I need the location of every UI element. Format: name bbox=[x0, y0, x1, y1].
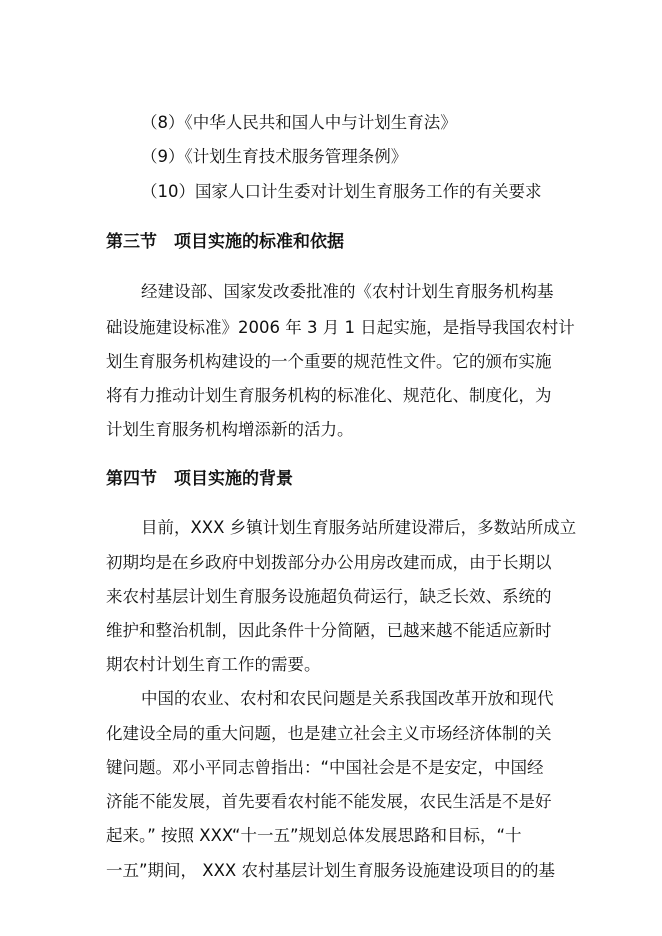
section3-line: 将有力推动计划生育服务机构的标准化、规范化、制度化，为 bbox=[106, 386, 552, 405]
list-item-8: （8）《中华人民共和国人中与计划生育法》 bbox=[141, 113, 457, 132]
section3-heading: 第三节 项目实施的标准和依据 bbox=[106, 232, 344, 252]
section3-line: 经建设部、国家发改委批准的《农村计划生育服务机构基 bbox=[141, 282, 554, 301]
section4-paragraph2-line: 中国的农业、农村和农民问题是关系我国改革开放和现代 bbox=[141, 689, 554, 708]
section4-paragraph1-line: 期农村计划生育工作的需要。 bbox=[106, 655, 321, 674]
section4-heading: 第四节 项目实施的背景 bbox=[106, 469, 293, 489]
section4-paragraph2-line: 济能不能发展，首先要看农村能不能发展，农民生活是不是好 bbox=[106, 792, 552, 811]
section4-paragraph1-line: 来农村基层计划生育服务设施超负荷运行，缺乏长效、系统的 bbox=[106, 587, 552, 606]
section4-paragraph2-line: 一五”期间， XXX 农村基层计划生育服务设施建设项目的的基 bbox=[106, 861, 555, 880]
section3-line: 础设施建设标准》2006 年 3 月 1 日起实施，是指导我国农村计 bbox=[106, 318, 575, 337]
section4-paragraph2-line: 键问题。邓小平同志曾指出：“中国社会是不是安定，中国经 bbox=[106, 758, 544, 777]
section4-paragraph1-line: 初期均是在乡政府中划拨部分办公用房改建而成，由于长期以 bbox=[106, 553, 552, 572]
section4-paragraph1-line: 目前，XXX 乡镇计划生育服务站所建设滞后，多数站所成立 bbox=[141, 518, 577, 537]
section3-line: 划生育服务机构建设的一个重要的规范性文件。它的颁布实施 bbox=[106, 352, 552, 371]
list-item-9: （9）《计划生育技术服务管理条例》 bbox=[141, 147, 408, 166]
list-item-10: （10）国家人口计生委对计划生育服务工作的有关要求 bbox=[141, 182, 542, 201]
section3-line: 计划生育服务机构增添新的活力。 bbox=[106, 420, 354, 439]
section4-paragraph2-line: 化建设全局的重大问题，也是建立社会主义市场经济体制的关 bbox=[106, 724, 552, 743]
section4-paragraph1-line: 维护和整治机制，因此条件十分简陋，已越来越不能适应新时 bbox=[106, 621, 552, 640]
section4-paragraph2-line: 起来。” 按照 XXX“十一五”规划总体发展思路和目标，“十 bbox=[106, 826, 522, 845]
